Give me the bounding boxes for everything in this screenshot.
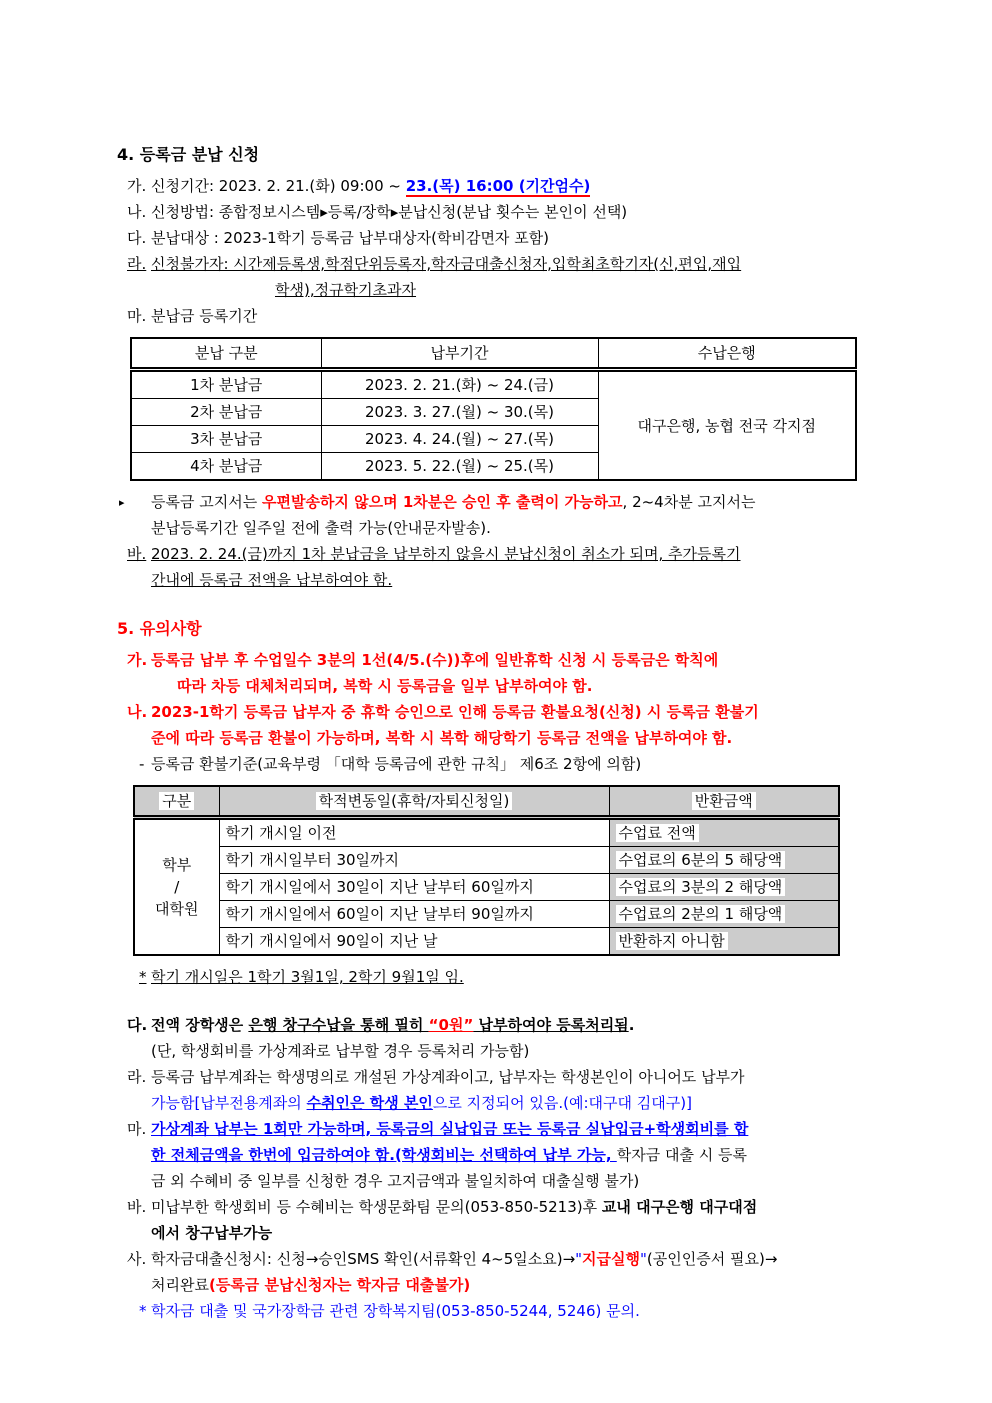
item-text: 분납대상 : 2023-1학기 등록금 납부대상자(학비감면자 포함) — [151, 229, 550, 247]
asterisk-bullet: * — [139, 1302, 147, 1320]
item-installment-period — [115, 303, 890, 329]
item-text: 미납부한 학생회비 등 수혜비는 학생문화팀 문의(053-850-5213)후 교내 대구은행 대구대점 에서 창구납부가능 — [151, 1198, 758, 1242]
refund-condition: 학기 개시일 이전 — [219, 818, 609, 847]
asterisk-bullet: * — [139, 968, 147, 986]
installment-1-label: 1차 분납금 — [131, 370, 321, 399]
item-label: 가. — [127, 651, 148, 669]
installment-3-period: 2023. 4. 24.(월) ~ 27.(목) — [321, 426, 598, 453]
column-header-payment-period: 납부기간 — [321, 338, 598, 370]
installment-2-period: 2023. 3. 27.(월) ~ 30.(목) — [321, 399, 598, 426]
group-cell-undergrad-grad: 학부 / 대학원 — [134, 818, 219, 956]
column-header-installment-type: 분납 구분 — [131, 338, 321, 370]
installment-4-period: 2023. 5. 22.(월) ~ 25.(목) — [321, 453, 598, 481]
item-text: 전액 장학생은 은행 창구수납을 통해 필히 “0원” 납부하여야 등록처리됨. (단, 학생회비를 가상계좌로 납부할 경우 등록처리 가능함) — [151, 1016, 635, 1060]
installment-2-label: 2차 분납금 — [131, 399, 321, 426]
item-refund-request — [115, 699, 890, 751]
refund-amount: 수업료 전액 — [609, 818, 839, 847]
item-label: 라. — [127, 1068, 147, 1086]
installment-1-period: 2023. 2. 21.(화) ~ 24.(금) — [321, 370, 598, 399]
refund-condition: 학기 개시일에서 30일이 지난 날부터 60일까지 — [219, 874, 609, 901]
installment-3-label: 3차 분납금 — [131, 426, 321, 453]
table-row — [134, 901, 839, 928]
table-row — [134, 818, 839, 847]
item-label: 마. — [127, 307, 147, 325]
item-label: 나. — [127, 203, 147, 221]
item-text: 분납금 등록기간 — [151, 307, 258, 325]
item-label: 바. — [127, 1198, 147, 1216]
item-label: 마. — [127, 1120, 147, 1138]
item-cancellation-warning — [115, 541, 890, 593]
item-application-period — [115, 173, 890, 199]
bank-cell: 대구은행, 농협 전국 각지점 — [598, 370, 856, 481]
notice-text: 등록금 고지서는 우편발송하지 않으며 1차분은 승인 후 출력이 가능하고, 2~4차분 고지서는 분납등록기간 일주일 전에 출력 가능(안내문자발송). — [151, 493, 756, 537]
item-label: 나. — [127, 703, 148, 721]
section-4-heading: 4. 등록금 분납 신청 — [117, 145, 260, 164]
item-full-scholarship — [115, 1012, 890, 1064]
semester-start-note — [115, 964, 890, 990]
column-header-change-date: 학적변동일(휴학/자퇴신청일) — [219, 786, 609, 818]
item-leave-of-absence — [115, 647, 890, 699]
table-row — [134, 928, 839, 956]
table-row — [134, 874, 839, 901]
item-student-loan — [115, 1246, 890, 1298]
item-text: 학자금대출신청시: 신청→승인SMS 확인(서류확인 4~5일소요)→"지급실행"(공인인증서 필요)→ 처리완료(등록금 분납신청자는 학자금 대출불가) — [151, 1250, 778, 1294]
item-text: 등록금 환불기준(교육부령 「대학 등록금에 관한 규칙」 제6조 2항에 의함) — [151, 755, 642, 773]
refund-standard-note — [115, 751, 890, 777]
refund-amount: 반환하지 아니함 — [609, 928, 839, 956]
item-not-eligible — [115, 251, 890, 303]
refund-amount: 수업료의 3분의 2 해당액 — [609, 874, 839, 901]
column-header-bank: 수납은행 — [598, 338, 856, 370]
triangle-bullet-icon: ▸ — [119, 496, 125, 509]
refund-amount: 수업료의 2분의 1 해당액 — [609, 901, 839, 928]
item-text: 가상계좌 납부는 1회만 가능하며, 등록금의 실납입금 또는 등록금 실납입금+학생회비를 합 한 전체금액을 한번에 입금하여야 함.(학생회비는 선택하여 납부 가능, 학자금 대출 시 등록 금 외 수혜비 중 일부를 신청한 경우 고지금액과 불일치하여 대출실행 불가) — [151, 1120, 749, 1190]
refund-condition: 학기 개시일부터 30일까지 — [219, 847, 609, 874]
item-label: 라. — [127, 255, 147, 273]
item-text: 2023. 2. 24.(금)까지 1차 분납금을 납부하지 않을시 분납신청이 취소가 되며, 추가등록기 간내에 등록금 전액을 납부하여야 함. — [151, 545, 741, 589]
refund-criteria-table — [133, 785, 840, 956]
refund-amount: 수업료의 6분의 5 해당액 — [609, 847, 839, 874]
table-header-row — [131, 338, 856, 370]
table-row — [131, 370, 856, 399]
item-text: 등록금 납부계좌는 학생명의로 개설된 가상계좌이고, 납부자는 학생본인이 아니어도 납부가 가능함[납부전용계좌의 수취인은 학생 본인으로 지정되어 있음.(예:대구대 김대구)] — [151, 1068, 745, 1112]
item-unpaid-fees — [115, 1194, 890, 1246]
item-label: 사. — [127, 1250, 147, 1268]
item-text: 학자금 대출 및 국가장학금 관련 장학복지팀(053-850-5244, 5246) 문의. — [151, 1302, 640, 1320]
item-one-time-deposit — [115, 1116, 890, 1194]
item-virtual-account — [115, 1064, 890, 1116]
dash-bullet: - — [139, 755, 145, 773]
item-text: 신청방법: 종합정보시스템▸등록/장학▸분납신청(분납 횟수는 본인이 선택) — [151, 203, 628, 221]
item-eligible-target — [115, 225, 890, 251]
section-5-heading: 5. 유의사항 — [117, 619, 202, 638]
installment-4-label: 4차 분납금 — [131, 453, 321, 481]
item-label: 다. — [127, 229, 147, 247]
document-content — [115, 143, 890, 1324]
item-text: 학기 개시일은 1학기 3월1일, 2학기 9월1일 임. — [151, 968, 464, 986]
column-header-category: 구분 — [134, 786, 219, 818]
item-label: 가. — [127, 177, 147, 195]
item-text: 2023-1학기 등록금 납부자 중 휴학 승인으로 인해 등록금 환불요청(신청) 시 등록금 환불기 준에 따라 등록금 환불이 가능하며, 복학 시 복학 해당학기 등록금 전액을 납부하여야 함. — [151, 703, 759, 747]
installment-schedule-table — [130, 337, 857, 481]
loan-contact-note — [115, 1298, 890, 1324]
table-row — [134, 847, 839, 874]
item-text: 등록금 납부 후 수업일수 3분의 1선(4/5.(수))후에 일반휴학 신청 시 등록금은 학칙에 따라 차등 대체처리되며, 복학 시 등록금을 일부 납부하여야 함. — [151, 651, 719, 695]
refund-condition: 학기 개시일에서 90일이 지난 날 — [219, 928, 609, 956]
bill-notice — [115, 489, 890, 541]
column-header-refund-amount: 반환금액 — [609, 786, 839, 818]
item-text: 신청기간: 2023. 2. 21.(화) 09:00 ~ 23.(목) 16:00 (기간엄수) — [151, 177, 591, 195]
table-header-row — [134, 786, 839, 818]
item-application-method — [115, 199, 890, 225]
item-label: 다. — [127, 1016, 148, 1034]
item-label: 바. — [127, 545, 147, 563]
item-text: 신청불가자: 시간제등록생,학점단위등록자,학자금대출신청자,입학최초학기자(신,편입,재입 학생),정규학기초과자 — [151, 255, 742, 299]
refund-condition: 학기 개시일에서 60일이 지난 날부터 90일까지 — [219, 901, 609, 928]
